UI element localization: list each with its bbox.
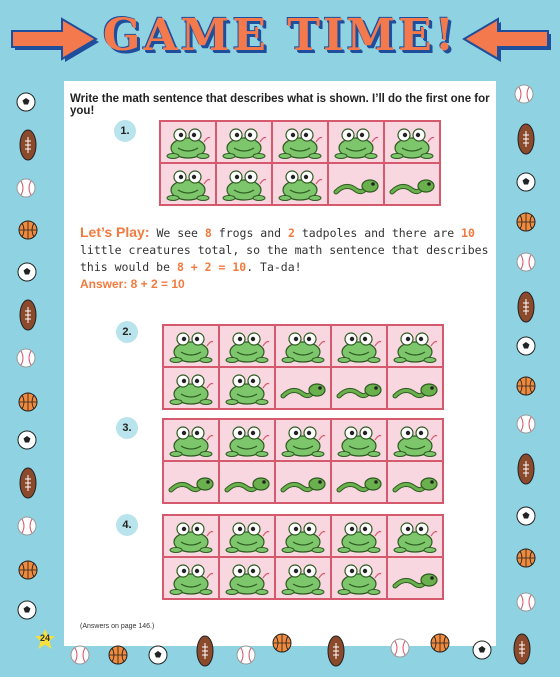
frog-icon xyxy=(272,121,328,163)
arrow-left-icon xyxy=(460,14,552,64)
football-icon xyxy=(512,632,532,666)
instructions: Write the math sentence that describes what is shown. I’ll do the first one for you! xyxy=(70,93,490,117)
football-icon xyxy=(195,634,215,668)
frog-icon xyxy=(163,557,219,599)
frog-icon xyxy=(163,419,219,461)
frog-icon xyxy=(387,515,443,557)
tadpole-icon xyxy=(387,367,443,409)
frog-icon xyxy=(219,557,275,599)
basketball-icon xyxy=(18,392,38,412)
header xyxy=(0,0,560,80)
problem-grid xyxy=(159,120,441,206)
tadpole-icon xyxy=(275,367,331,409)
soccer-ball-icon xyxy=(17,600,37,620)
baseball-icon xyxy=(516,414,536,434)
baseball-icon xyxy=(390,638,410,658)
problem-number: 2. xyxy=(116,321,138,343)
tadpole-icon xyxy=(328,163,384,205)
frog-icon xyxy=(331,419,387,461)
frog-icon xyxy=(160,163,216,205)
problem-number: 1. xyxy=(114,120,136,142)
basketball-icon xyxy=(108,645,128,665)
soccer-ball-icon xyxy=(516,172,536,192)
soccer-ball-icon xyxy=(17,430,37,450)
page-number: 24 xyxy=(39,633,50,643)
frog-icon xyxy=(216,163,272,205)
frog-icon xyxy=(275,419,331,461)
soccer-ball-icon xyxy=(472,640,492,660)
basketball-icon xyxy=(516,212,536,232)
tadpole-icon xyxy=(384,163,440,205)
football-icon xyxy=(326,634,346,668)
tadpole-icon xyxy=(331,367,387,409)
baseball-icon xyxy=(16,178,36,198)
frog-count: 8 xyxy=(204,226,212,240)
frog-icon xyxy=(272,163,328,205)
total-count: 10 xyxy=(461,226,475,240)
football-icon xyxy=(516,452,536,486)
page-number-badge xyxy=(34,628,56,650)
tadpole-icon xyxy=(387,557,443,599)
page-title: GAME TIME! xyxy=(102,10,458,61)
tadpole-icon xyxy=(331,461,387,503)
football-icon xyxy=(516,122,536,156)
basketball-icon xyxy=(272,633,292,653)
baseball-icon xyxy=(516,592,536,612)
frog-icon xyxy=(163,515,219,557)
basketball-icon xyxy=(516,548,536,568)
frog-icon xyxy=(387,419,443,461)
frog-icon xyxy=(331,515,387,557)
baseball-icon xyxy=(516,252,536,272)
tadpole-icon xyxy=(163,461,219,503)
baseball-icon xyxy=(16,348,36,368)
frog-icon xyxy=(387,325,443,367)
basketball-icon xyxy=(18,220,38,240)
problem-grid xyxy=(162,324,444,410)
football-icon xyxy=(18,128,38,162)
frog-icon xyxy=(163,325,219,367)
problem-number: 4. xyxy=(116,514,138,536)
problem-grid xyxy=(162,418,444,504)
soccer-ball-icon xyxy=(516,506,536,526)
worksheet-panel xyxy=(64,81,496,646)
tadpole-count: 2 xyxy=(288,226,295,240)
basketball-icon xyxy=(516,376,536,396)
frog-icon xyxy=(328,121,384,163)
baseball-icon xyxy=(70,645,90,665)
frog-icon xyxy=(331,325,387,367)
soccer-ball-icon xyxy=(516,336,536,356)
frog-icon xyxy=(219,419,275,461)
football-icon xyxy=(516,290,536,324)
problem-grid xyxy=(162,514,444,600)
frog-icon xyxy=(160,121,216,163)
frog-icon xyxy=(163,367,219,409)
frog-icon xyxy=(331,557,387,599)
soccer-ball-icon xyxy=(148,645,168,665)
answers-note: (Answers on page 146.) xyxy=(80,623,155,630)
baseball-icon xyxy=(17,516,37,536)
arrow-right-icon xyxy=(8,14,100,64)
frog-icon xyxy=(275,515,331,557)
basketball-icon xyxy=(18,560,38,580)
example-explanation: Let’s Play: We see 8 frogs and 2 tadpoles and there are 10 little creatures total, so the math sentence that describes this would be 8 + 2 = 10. Ta-da! Answer: 8 + 2 = 10 xyxy=(80,224,489,291)
frog-icon xyxy=(219,367,275,409)
frog-icon xyxy=(219,515,275,557)
problem-number: 3. xyxy=(116,417,138,439)
football-icon xyxy=(18,466,38,500)
example-label: Let’s Play: xyxy=(80,224,150,240)
basketball-icon xyxy=(430,633,450,653)
tadpole-icon xyxy=(275,461,331,503)
baseball-icon xyxy=(236,645,256,665)
example-answer: Answer: 8 + 2 = 10 xyxy=(80,277,185,291)
tadpole-icon xyxy=(219,461,275,503)
frog-icon xyxy=(275,557,331,599)
frog-icon xyxy=(384,121,440,163)
soccer-ball-icon xyxy=(17,262,37,282)
frog-icon xyxy=(275,325,331,367)
frog-icon xyxy=(216,121,272,163)
soccer-ball-icon xyxy=(16,92,36,112)
frog-icon xyxy=(219,325,275,367)
football-icon xyxy=(18,298,38,332)
math-sentence: 8 + 2 = 10 xyxy=(176,260,247,274)
tadpole-icon xyxy=(387,461,443,503)
baseball-icon xyxy=(514,84,534,104)
